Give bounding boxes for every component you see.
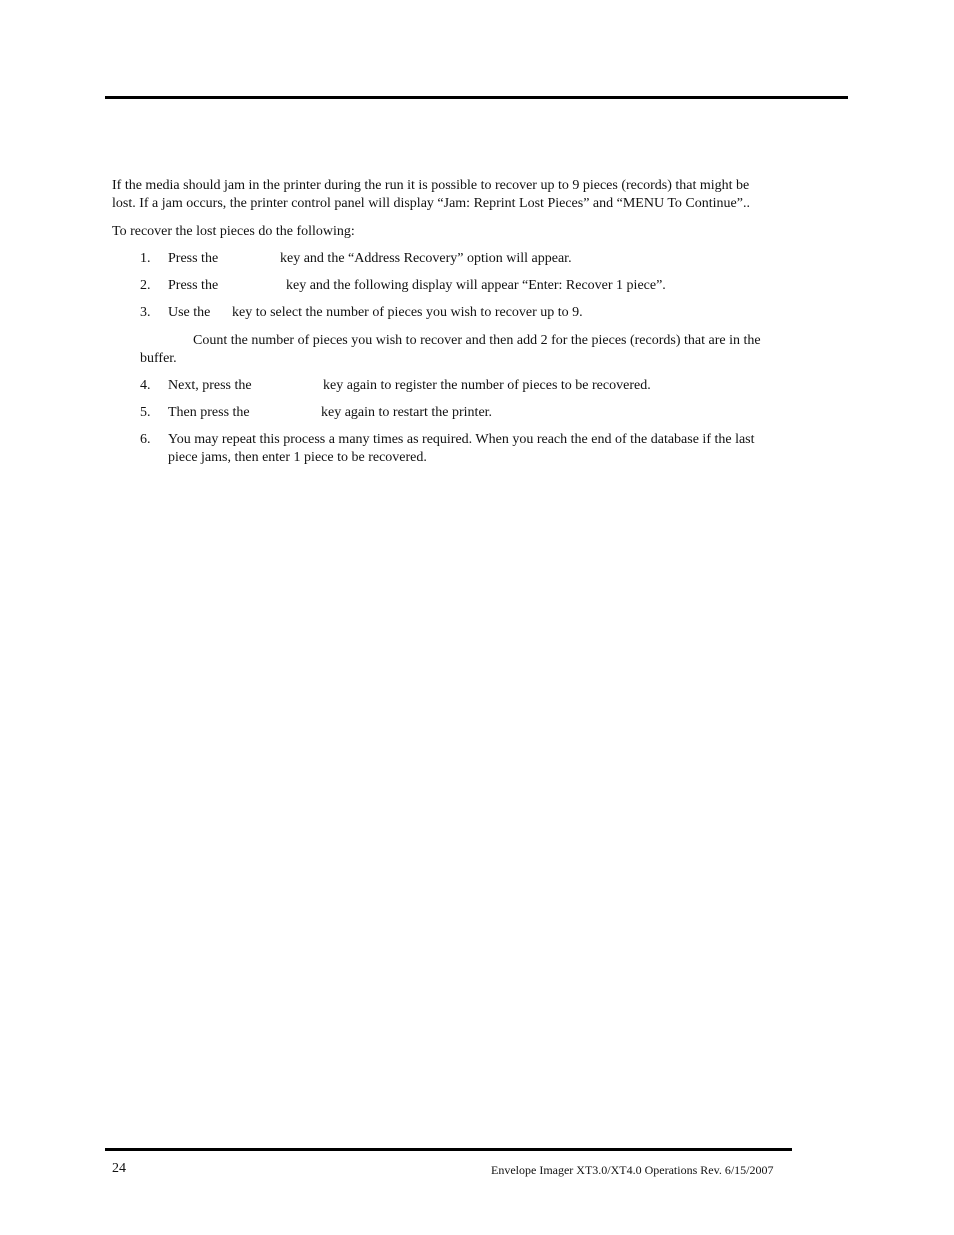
footer-document-title: Envelope Imager XT3.0/XT4.0 Operations Rev. 6/15/2007 <box>491 1163 774 1177</box>
step-3-text-after: key to select the number of pieces you wish to recover up to 9. <box>232 305 583 320</box>
page-number: 24 <box>112 1161 126 1176</box>
step-3-number: 3. <box>140 305 151 320</box>
step-6-number: 6. <box>140 432 151 447</box>
intro-paragraph-line-1: If the media should jam in the printer during the run it is possible to recover up to 9 pieces (records) that might be <box>112 178 750 193</box>
step-4-number: 4. <box>140 378 151 393</box>
step-4-text-before: Next, press the <box>168 378 252 393</box>
step-1-number: 1. <box>140 251 151 266</box>
step-5-text-after: key again to restart the printer. <box>321 405 493 420</box>
step-6-text-line-1: You may repeat this process a many times as required. When you reach the end of the database if the last <box>168 432 755 447</box>
step-1-text-after: key and the “Address Recovery” option will appear. <box>280 251 572 266</box>
step-3-text-before: Use the <box>168 305 211 320</box>
step-1-text-before: Press the <box>168 251 219 266</box>
header-rule <box>105 96 848 99</box>
step-2-text-before: Press the <box>168 278 219 293</box>
intro-paragraph-line-2: lost. If a jam occurs, the printer control panel will display “Jam: Reprint Lost Pieces” and “MENU To Continue”.. <box>112 196 750 211</box>
note-line-2: buffer. <box>140 351 177 366</box>
step-2-number: 2. <box>140 278 151 293</box>
step-2-text-after: key and the following display will appear “Enter: Recover 1 piece”. <box>286 278 666 293</box>
step-5-number: 5. <box>140 405 151 420</box>
step-5-text-before: Then press the <box>168 405 250 420</box>
footer-rule <box>105 1148 792 1151</box>
instructions-lead: To recover the lost pieces do the following: <box>112 224 355 239</box>
note-line-1: Count the number of pieces you wish to recover and then add 2 for the pieces (records) that are in the <box>193 333 761 348</box>
step-6-text-line-2: piece jams, then enter 1 piece to be recovered. <box>168 450 427 465</box>
step-4-text-after: key again to register the number of pieces to be recovered. <box>323 378 651 393</box>
